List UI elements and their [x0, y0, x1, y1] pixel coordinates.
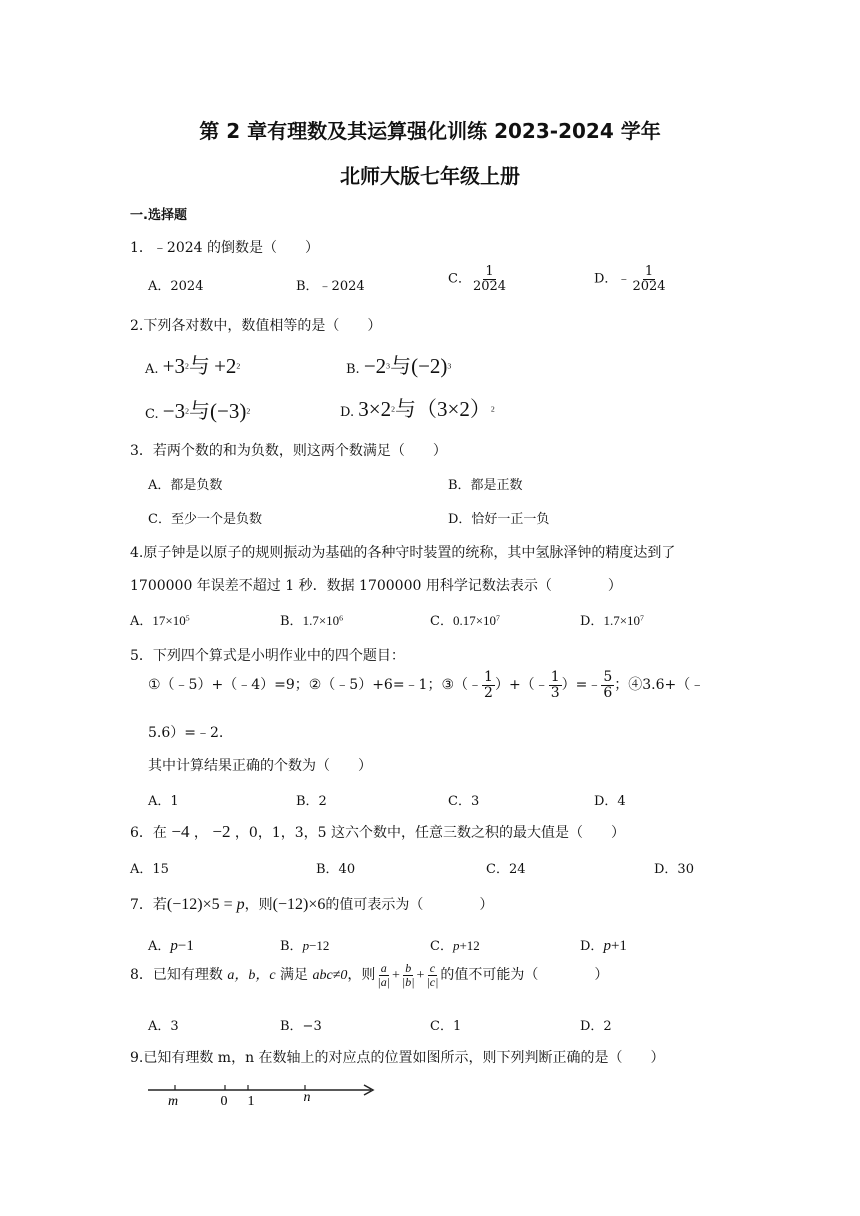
number-line-label-n: n — [303, 1090, 311, 1105]
question-4-stem-line2: 1700000 年误差不超过 1 秒．数据 1700000 用科学记数法表示（ ） — [130, 578, 622, 594]
question-7-option-b: B．p−12 — [280, 938, 330, 954]
question-4-option-c: C．$0.17\times 10^7$ — [430, 613, 500, 629]
question-3-option-c: C．至少一个是负数 — [148, 512, 262, 527]
page-title: 第 2 章有理数及其运算强化训练 2023-2024 学年 — [199, 119, 661, 143]
question-5-sub: 其中计算结果正确的个数为（ ） — [148, 758, 372, 774]
question-7-option-c: C．p+12 — [430, 938, 480, 954]
question-5-expressions: ①（﹣5）+（﹣4）=9；②（﹣5）+6=﹣1；③（﹣ $\frac{1}{2}$ ）+（﹣ $\frac{1}{3}$ ）=﹣ $\frac{5}{6}$ ；④3.6+（﹣ — [148, 669, 705, 701]
question-3-option-d: D．恰好一正一负 — [448, 512, 550, 527]
page-subtitle: 北师大版七年级上册 — [340, 164, 520, 188]
question-4-option-a: A．$17\times 10^5$ — [130, 613, 190, 629]
question-6-option-d: D．30 — [654, 862, 694, 877]
question-4-option-d: D．$1.7\times 10^7$ — [580, 613, 644, 629]
question-2-option-a: A. $+3^2$与 $+2^2$ — [145, 354, 241, 378]
question-6-option-c: C．24 — [486, 862, 526, 877]
question-9-stem: 9.已知有理数 m，n 在数轴上的对应点的位置如图所示，则下列判断正确的是（ ） — [130, 1050, 665, 1066]
question-7-option-a: A．p−1 — [148, 938, 194, 954]
question-5-stem: 5．下列四个算式是小明作业中的四个题目： — [130, 648, 405, 664]
question-3-option-a: A．都是负数 — [148, 478, 223, 493]
question-2-option-b: B. $-2^3$与$(-2)^3$ — [346, 354, 452, 378]
fraction: $\frac{5}{6}$ — [603, 669, 613, 701]
question-8-option-d: D．2 — [580, 1019, 612, 1034]
question-2-option-c: C. $-3^2$与$(-3)^2$ — [145, 399, 251, 423]
number-line-figure — [145, 1078, 380, 1108]
fraction: $\frac{c}{|c|}$ — [426, 961, 439, 989]
question-1-option-c: C． $\frac{1}{2024}$ — [448, 264, 507, 294]
question-6-stem: 6．在 −4 ， −2 ，0，1，3，5 这六个数中，任意三数之积的最大值是（ ） — [130, 822, 625, 841]
fraction: $\frac{b}{|b|}$ — [401, 961, 415, 989]
question-2-option-d: D. $3\times 2^2$与$(3\times 2)^2$ — [340, 397, 495, 421]
question-8-option-c: C．1 — [430, 1019, 462, 1034]
question-8-option-b: B．−3 — [280, 1019, 322, 1034]
number-line-label-1: 1 — [247, 1094, 255, 1108]
question-6-option-b: B．40 — [316, 862, 356, 877]
fraction: $\frac{1}{2024}$ — [472, 264, 507, 294]
question-5-option-d: D．4 — [594, 794, 626, 809]
fraction: $\frac{1}{2024}$ — [632, 264, 666, 294]
question-8-option-a: A．3 — [148, 1019, 179, 1034]
question-1-stem: 1．﹣2024 的倒数是（ ） — [130, 240, 319, 256]
question-7-stem: 7．若(−12)×5 = p，则(−12)×6的值可表示为（ ） — [130, 896, 494, 913]
question-2-stem: 2.下列各对数中，数值相等的是（ ） — [130, 318, 382, 334]
number-line-label-m: m — [167, 1094, 179, 1108]
question-6-option-a: A．15 — [130, 862, 169, 877]
question-1-option-d: D．﹣ $\frac{1}{2024}$ — [594, 264, 666, 294]
question-5-option-a: A．1 — [148, 794, 179, 809]
fraction: $\frac{1}{2}$ — [484, 669, 493, 701]
question-5-expressions-cont: 5.6）=﹣2. — [148, 725, 224, 741]
question-7-option-d: D．p+1 — [580, 938, 627, 954]
fraction: $\frac{1}{3}$ — [550, 669, 560, 701]
number-line-label-0: 0 — [220, 1094, 228, 1108]
question-5-option-b: B．2 — [296, 794, 327, 809]
question-1-option-a: A．2024 — [148, 279, 204, 294]
fraction: $\frac{a}{|a|}$ — [377, 961, 391, 989]
question-3-option-b: B．都是正数 — [448, 478, 523, 493]
question-5-option-c: C．3 — [448, 794, 480, 809]
section-heading: 一.选择题 — [130, 208, 187, 223]
question-1-option-b: B．﹣2024 — [296, 279, 365, 294]
question-3-stem: 3．若两个数的和为负数，则这两个数满足（ ） — [130, 443, 447, 459]
question-8-stem: 8．已知有理数 a，b，c 满足 abc≠0，则 $\frac{a}{|a|}$ + $\frac{b}{|b|}$ + $\frac{c}{|c|}$ 的值不可能为（ ） — [130, 961, 609, 989]
question-4-stem-line1: 4.原子钟是以原子的规则振动为基础的各种守时装置的统称，其中氢脉泽钟的精度达到了 — [130, 545, 676, 561]
question-4-option-b: B．$1.7\times 10^6$ — [280, 613, 344, 629]
